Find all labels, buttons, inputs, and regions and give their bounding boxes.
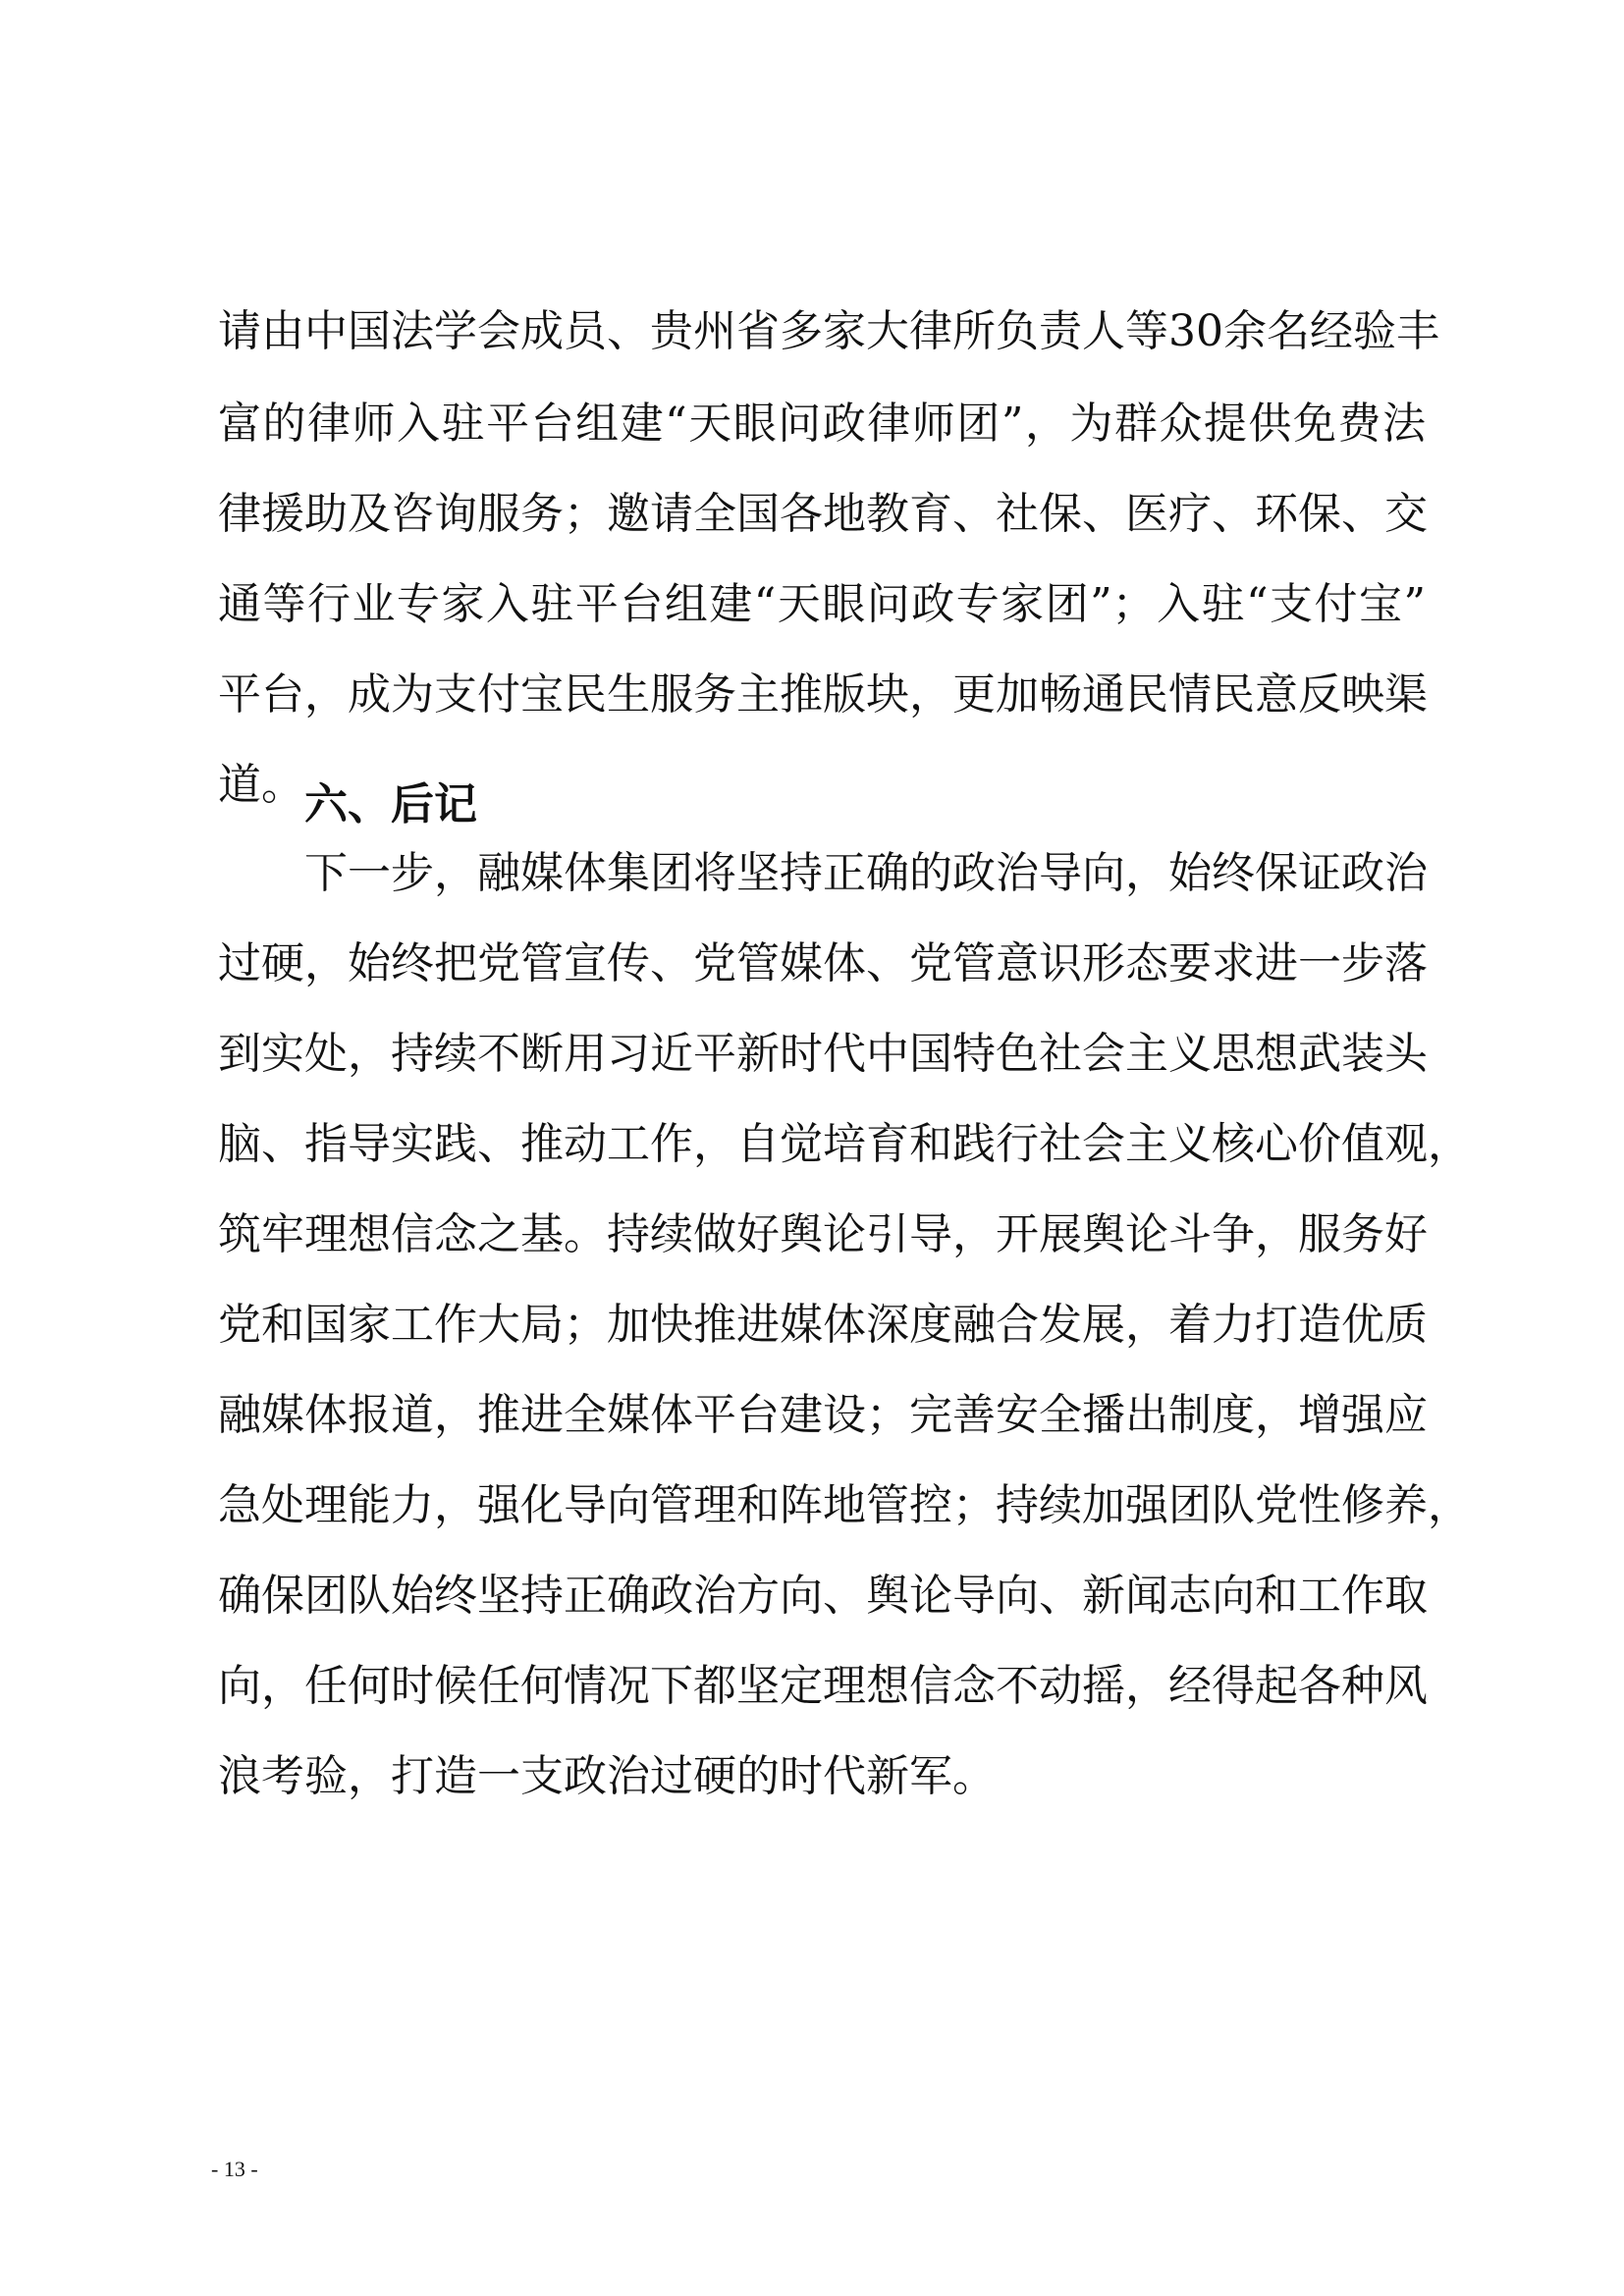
- body-line: 向，任何时候任何情况下都坚定理想信念不动摇，经得起各种风: [218, 1661, 1428, 1711]
- body-line: 道。: [218, 760, 304, 810]
- body-line: 融媒体报道，推进全媒体平台建设；完善安全播出制度，增强应: [218, 1390, 1428, 1440]
- body-line: 平台，成为支付宝民生服务主推版块，更加畅通民情民意反映渠: [218, 669, 1428, 720]
- page-number: - 13 -: [211, 2157, 258, 2181]
- body-line: 请由中国法学会成员、贵州省多家大律所负责人等30余名经验丰: [218, 306, 1439, 356]
- body-line: 富的律师入驻平台组建“天眼问政律师团”，为群众提供免费法: [218, 399, 1426, 449]
- body-line: 确保团队始终坚持正确政治方向、舆论导向、新闻志向和工作取: [218, 1571, 1428, 1621]
- body-line: 通等行业专家入驻平台组建“天眼问政专家团”；入驻“支付宝”: [218, 579, 1426, 629]
- body-line: 筑牢理想信念之基。持续做好舆论引导，开展舆论斗争，服务好: [218, 1209, 1428, 1259]
- body-line: 脑、指导实践、推动工作，自觉培育和践行社会主义核心价值观，: [218, 1119, 1471, 1169]
- body-line: 到实处，持续不断用习近平新时代中国特色社会主义思想武装头: [218, 1029, 1428, 1079]
- body-line: 急处理能力，强化导向管理和阵地管控；持续加强团队党性修养，: [218, 1480, 1471, 1530]
- body-line: 律援助及咨询服务；邀请全国各地教育、社保、医疗、环保、交: [218, 489, 1428, 539]
- section-heading: 六、后记: [304, 779, 477, 829]
- body-line: 党和国家工作大局；加快推进媒体深度融合发展，着力打造优质: [218, 1300, 1428, 1350]
- body-line: 下一步，融媒体集团将坚持正确的政治导向，始终保证政治: [304, 848, 1428, 898]
- body-line: 过硬，始终把党管宣传、党管媒体、党管意识形态要求进一步落: [218, 938, 1428, 988]
- body-line: 浪考验，打造一支政治过硬的时代新军。: [218, 1751, 996, 1801]
